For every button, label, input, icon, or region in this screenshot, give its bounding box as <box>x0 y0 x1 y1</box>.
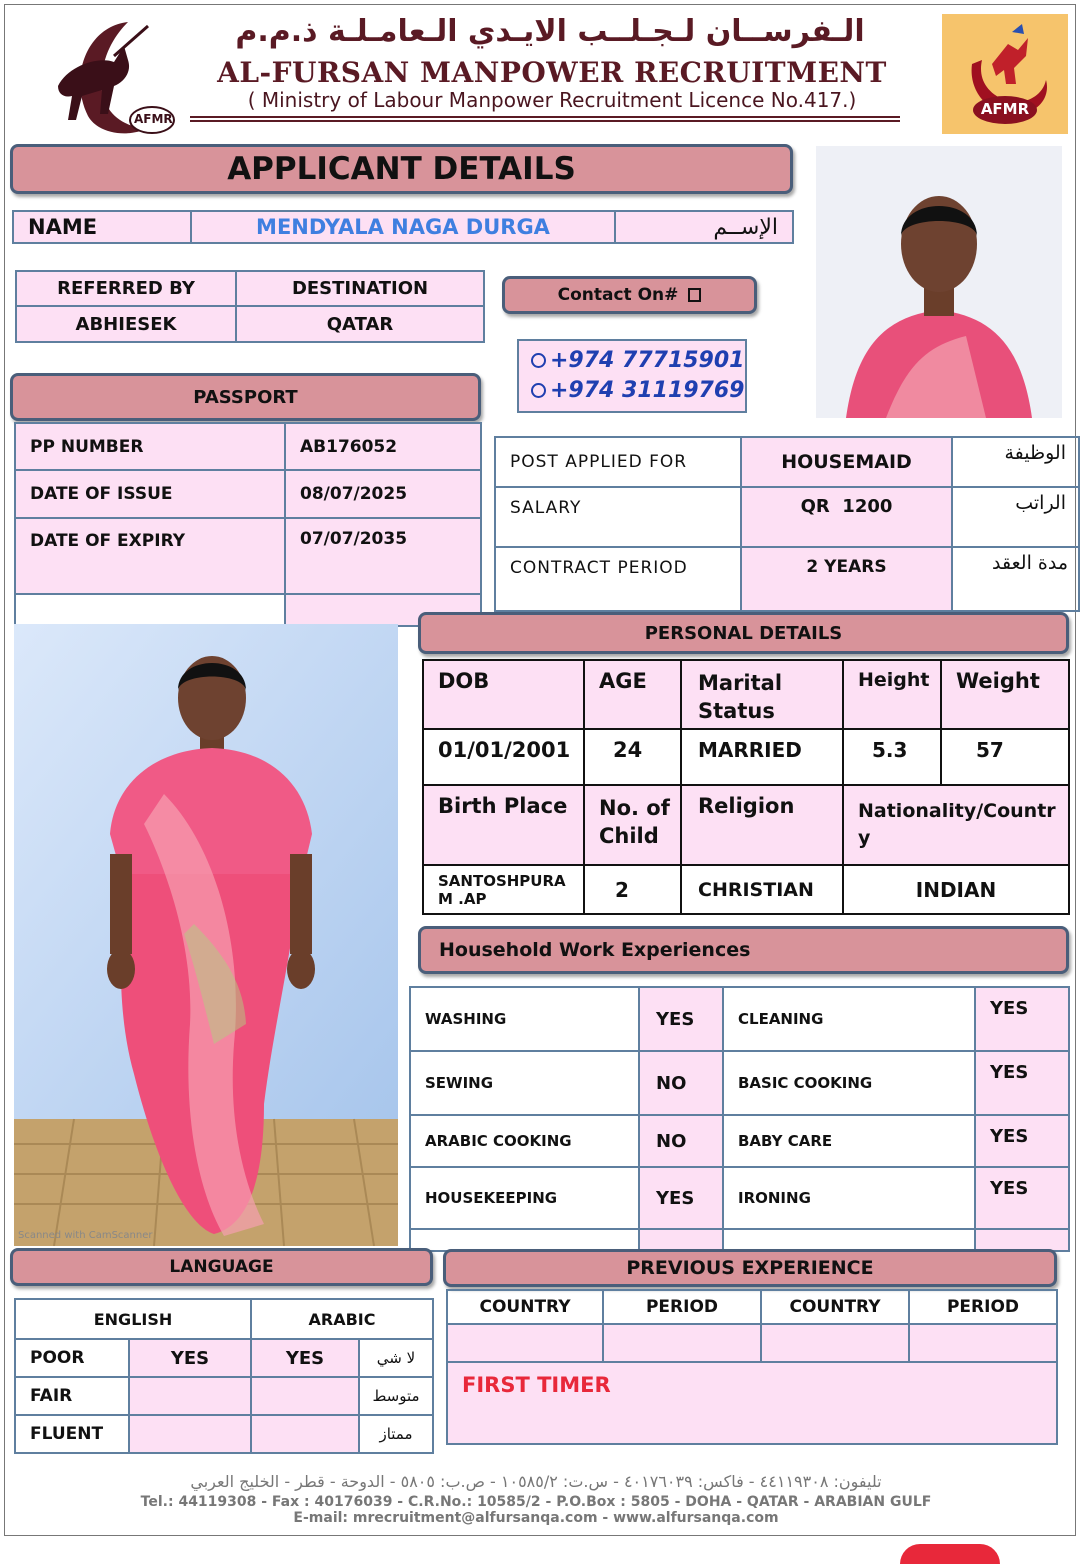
marital-status-value: MARRIED <box>680 728 844 786</box>
prev-row-cell-4 <box>908 1323 1058 1363</box>
pp-number-label: PP NUMBER <box>14 422 286 471</box>
date-of-issue-value: 08/07/2025 <box>284 469 482 519</box>
phone-number-1-text: +974 77715901 <box>550 347 745 373</box>
dob-header: DOB <box>422 659 585 730</box>
fluent-label: FLUENT <box>14 1414 130 1454</box>
washing-label: WASHING <box>409 986 640 1052</box>
religion-header: Religion <box>680 784 844 866</box>
arabic-fluent-value <box>250 1414 360 1454</box>
referred-by-value: ABHIESEK <box>15 305 237 343</box>
sewing-answer: NO <box>638 1050 724 1116</box>
nationality-value: INDIAN <box>842 864 1070 915</box>
dob-value: 01/01/2001 <box>422 728 585 786</box>
photo-caption: Scanned with CamScanner <box>18 1230 153 1241</box>
name-label-arabic: الإســم <box>614 210 794 244</box>
phone-icon <box>531 383 546 398</box>
phone-number-1[interactable] <box>531 345 745 375</box>
contact-title <box>502 276 757 314</box>
english-poor-value: YES <box>128 1338 252 1378</box>
contact-numbers <box>517 339 747 413</box>
date-of-expiry-value: 07/07/2035 <box>284 517 482 595</box>
pp-number-value: AB176052 <box>284 422 482 471</box>
contact-title-text: Contact On# <box>557 285 679 305</box>
company-logo-right <box>942 14 1068 134</box>
company-name-arabic: الـفرســان لـجـلــب الايـدي الـعامـلـة ذ.م.م <box>235 14 865 49</box>
prev-period-header-2: PERIOD <box>908 1289 1058 1325</box>
first-timer-note: FIRST TIMER <box>446 1361 1058 1445</box>
salary-label-arabic: الراتب <box>951 486 1080 548</box>
cleaning-answer: YES <box>974 986 1070 1052</box>
baby-care-answer: YES <box>974 1114 1070 1168</box>
phone-icon <box>531 353 546 368</box>
birth-place-header: Birth Place <box>422 784 585 866</box>
passport-title: PASSPORT <box>10 373 481 421</box>
prev-country-header-2: COUNTRY <box>760 1289 910 1325</box>
weight-value: 57 <box>940 728 1070 786</box>
arabic-header: ARABIC <box>250 1298 434 1340</box>
footer-arabic-line: تليفون: ٤٤١١٩٣٠٨ - فاكس: ٤٠١٧٦٠٣٩ - س.ت: ١٠٥٨٥/٢ - ص.ب: ٥٨٠٥ - الدوحة - قطر - الخليج العربي <box>190 1472 882 1491</box>
fair-label: FAIR <box>14 1376 130 1416</box>
applicant-headshot-photo <box>816 146 1062 418</box>
salary-value: QR 1200 <box>740 486 953 548</box>
prev-country-header-1: COUNTRY <box>446 1289 604 1325</box>
english-fair-value <box>128 1376 252 1416</box>
height-value: 5.3 <box>842 728 942 786</box>
salary-label: SALARY <box>494 486 742 548</box>
height-header: Height <box>842 659 942 730</box>
applicant-details-title: APPLICANT DETAILS <box>10 144 793 194</box>
personal-details-title: PERSONAL DETAILS <box>418 612 1069 654</box>
prev-row-cell-3 <box>760 1323 910 1363</box>
fluent-label-arabic: ممتاز <box>358 1414 434 1454</box>
household-work-title: Household Work Experiences <box>418 926 1069 974</box>
date-of-expiry-label: DATE OF EXPIRY <box>14 517 286 595</box>
poor-label-arabic: لا شي <box>358 1338 434 1378</box>
prev-row-cell-1 <box>446 1323 604 1363</box>
english-fluent-value <box>128 1414 252 1454</box>
baby-care-label: BABY CARE <box>722 1114 976 1168</box>
children-header: No. of Child <box>583 784 682 866</box>
post-applied-label: POST APPLIED FOR <box>494 436 742 488</box>
footer-email-line: E-mail: mrecruitment@alfursanqa.com - www.alfursanqa.com <box>293 1510 779 1526</box>
corner-decoration <box>900 1544 1000 1564</box>
language-title: LANGUAGE <box>10 1248 433 1286</box>
ironing-label: IRONING <box>722 1166 976 1230</box>
logo-right-text: AFMR <box>980 100 1030 118</box>
age-value: 24 <box>583 728 682 786</box>
footer-contact-line: Tel.: 44119308 - Fax : 40176039 - C.R.No.: 10585/2 - P.O.Box : 5805 - DOHA - QATAR - ARABIAN GULF <box>140 1494 932 1510</box>
washing-answer: YES <box>638 986 724 1052</box>
arabic-poor-value: YES <box>250 1338 360 1378</box>
children-value: 2 <box>583 864 682 915</box>
passport-empty-row <box>14 593 286 627</box>
phone-number-2-text: +974 31119769 <box>550 377 745 403</box>
phone-book-icon <box>688 288 701 302</box>
sewing-label: SEWING <box>409 1050 640 1116</box>
applicant-full-photo <box>14 624 398 1246</box>
english-header: ENGLISH <box>14 1298 252 1340</box>
name-label: NAME <box>12 210 192 244</box>
birth-place-value: SANTOSHPURA M .AP <box>422 864 585 915</box>
post-applied-value: HOUSEMAID <box>740 436 953 488</box>
prev-period-header-1: PERIOD <box>602 1289 762 1325</box>
fair-label-arabic: متوسط <box>358 1376 434 1416</box>
destination-value: QATAR <box>235 305 485 343</box>
ironing-answer: YES <box>974 1166 1070 1230</box>
weight-header: Weight <box>940 659 1070 730</box>
religion-value: CHRISTIAN <box>680 864 844 915</box>
marital-status-header: Marital Status <box>680 659 844 730</box>
licence-text: ( Ministry of Labour Manpower Recruitment Licence No.417.) <box>247 88 857 112</box>
contract-period-label-arabic: مدة العقد <box>951 546 1080 612</box>
housekeeping-answer: YES <box>638 1166 724 1230</box>
arabic-fair-value <box>250 1376 360 1416</box>
cleaning-label: CLEANING <box>722 986 976 1052</box>
name-value: MENDYALA NAGA DURGA <box>190 210 616 244</box>
company-logo-left <box>28 16 178 140</box>
referred-by-label: REFERRED BY <box>15 270 237 307</box>
company-name-english: AL-FURSAN MANPOWER RECRUITMENT <box>217 56 887 89</box>
contract-period-value: 2 YEARS <box>740 546 953 612</box>
previous-experience-title: PREVIOUS EXPERIENCE <box>443 1249 1057 1287</box>
age-header: AGE <box>583 659 682 730</box>
header-rule <box>190 116 900 122</box>
date-of-issue-label: DATE OF ISSUE <box>14 469 286 519</box>
basic-cooking-label: BASIC COOKING <box>722 1050 976 1116</box>
arabic-cooking-label: ARABIC COOKING <box>409 1114 640 1168</box>
poor-label: POOR <box>14 1338 130 1378</box>
phone-number-2[interactable] <box>531 375 745 405</box>
post-applied-label-arabic: الوظيفة <box>951 436 1080 488</box>
housekeeping-label: HOUSEKEEPING <box>409 1166 640 1230</box>
contract-period-label: CONTRACT PERIOD <box>494 546 742 612</box>
destination-label: DESTINATION <box>235 270 485 307</box>
nationality-header: Nationality/Country <box>842 784 1070 866</box>
arabic-cooking-answer: NO <box>638 1114 724 1168</box>
basic-cooking-answer: YES <box>974 1050 1070 1116</box>
prev-row-cell-2 <box>602 1323 762 1363</box>
logo-left-text: AFMR <box>134 112 173 126</box>
